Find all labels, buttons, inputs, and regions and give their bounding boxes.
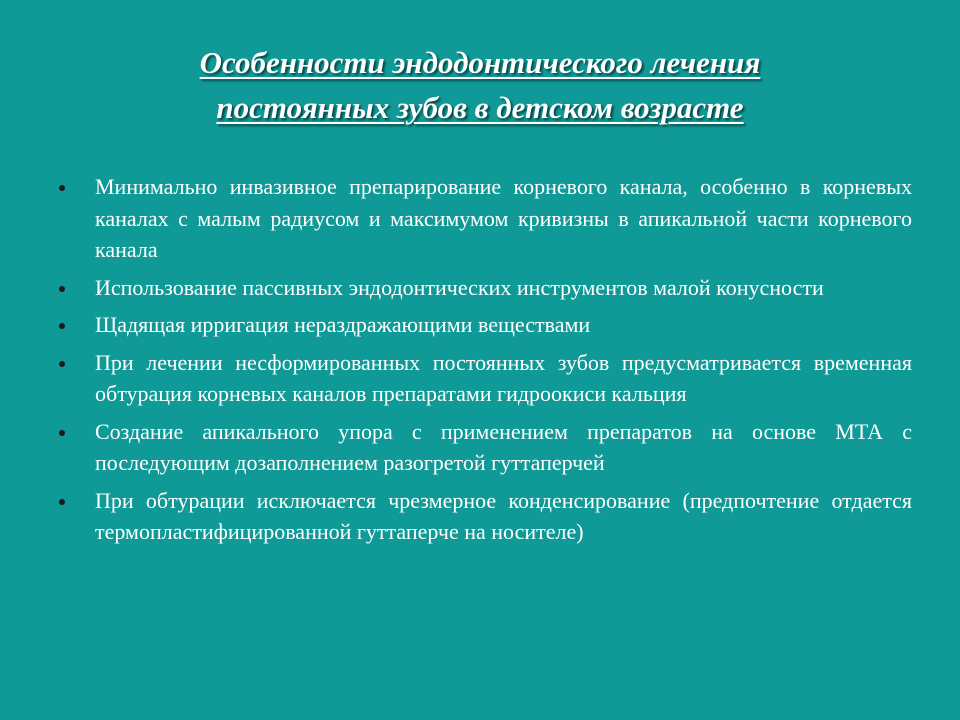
- bullet-item: [56, 272, 912, 304]
- bullet-dot-icon: [59, 286, 65, 292]
- bullet-item: [56, 309, 912, 341]
- bullet-text: Щадящая ирригация нераздражающими веществами: [95, 312, 591, 337]
- bullet-text: Создание апикального упора с применением препаратов на основе МТА с последующим дозаполнением разогретой гуттаперчей: [95, 418, 912, 475]
- bullet-item: [56, 485, 912, 548]
- bullet-dot-icon: [59, 499, 65, 505]
- bullet-item: [56, 416, 912, 479]
- bullet-text: Минимально инвазивное препарирование корневого канала, особенно в корневых каналах с малым радиусом и максимумом кривизны в апикальной части корневого канала: [95, 174, 912, 262]
- bullet-dot-icon: [59, 323, 65, 329]
- slide-title-line-2: постоянных зубов в детском возрасте: [216, 90, 744, 125]
- bullet-dot-icon: [59, 361, 65, 367]
- slide-title: [80, 40, 880, 130]
- bullet-list: [56, 171, 912, 554]
- bullet-text: Использование пассивных эндодонтических инструментов малой конусности: [95, 274, 824, 300]
- bullet-dot-icon: [59, 185, 65, 191]
- bullet-dot-icon: [59, 430, 65, 436]
- bullet-item: [56, 347, 912, 410]
- bullet-text: При лечении несформированных постоянных зубов предусматривается временная обтурация корневых каналов препаратами гидроокиси кальция: [95, 349, 912, 406]
- bullet-text: При обтурации исключается чрезмерное конденсирование (предпочтение отдается термопластифицированной гуттаперче на носителе): [95, 487, 912, 544]
- slide-title-line-1: Особенности эндодонтического лечения: [199, 45, 761, 80]
- bullet-item: [56, 171, 912, 266]
